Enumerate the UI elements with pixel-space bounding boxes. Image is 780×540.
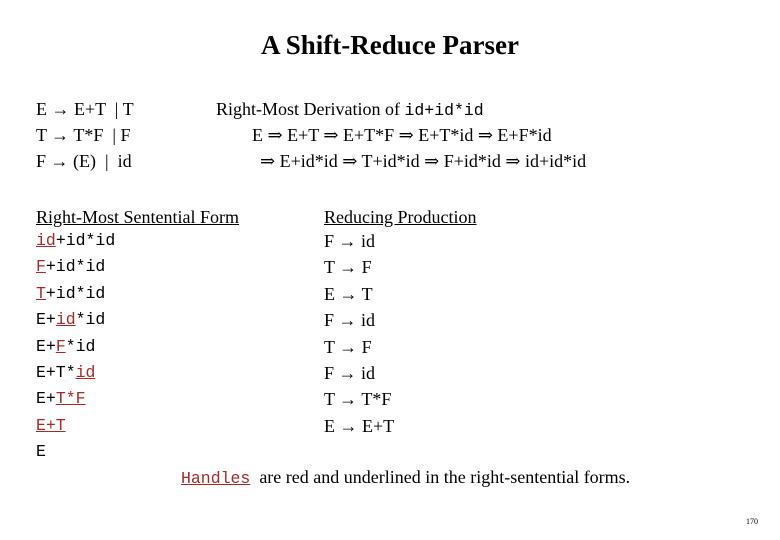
form-text: E+ (36, 389, 56, 409)
reducing-production: E → T (324, 283, 373, 304)
col1-header: Right-Most Sentential Form (36, 207, 240, 227)
handle: F (55, 336, 66, 356)
sentential-form-row (36, 334, 115, 360)
form-text: E (36, 442, 46, 462)
handles-note (181, 467, 630, 488)
grammar-rule-t: T → T*F | F (36, 125, 131, 145)
handles-note-text: are red and underlined in the right-sentential forms. (250, 467, 631, 487)
reducing-production: T → F (324, 257, 372, 278)
handle: F (36, 257, 46, 277)
handle: id (36, 231, 56, 250)
reducing-production: E → E+T (324, 415, 395, 436)
derivation-input: id+id*id (404, 101, 484, 120)
sentential-form-row (36, 307, 115, 333)
reducing-production (324, 439, 394, 465)
col2-header: Reducing Production (324, 207, 477, 227)
sentential-form-row (36, 439, 115, 465)
grammar-rule-e: E → E+T | T (36, 99, 134, 119)
derivation-label: Right-Most Derivation of (216, 99, 405, 119)
form-text: E+ (36, 336, 56, 356)
handle: E+T (36, 415, 66, 435)
reducing-production: T → T*F (324, 389, 392, 410)
sentential-forms-list (36, 228, 115, 466)
handle: id (75, 362, 96, 382)
reducing-production: F → id (324, 231, 376, 251)
handle: T*F (55, 389, 86, 409)
slide-title: A Shift-Reduce Parser (261, 30, 519, 60)
derivation-line-1: E ⇒ E+T ⇒ E+T*F ⇒ E+T*id ⇒ E+F*id (252, 125, 552, 145)
sentential-form-row (36, 413, 115, 439)
sentential-form-row (36, 254, 115, 280)
sentential-form-row (36, 281, 115, 307)
sentential-form-row (36, 360, 115, 386)
form-text: +id*id (45, 283, 106, 303)
handle: id (55, 310, 76, 330)
sentential-form-row (36, 228, 115, 254)
form-text: E+ (36, 310, 56, 330)
form-text: *id (65, 336, 96, 356)
form-text: *id (75, 310, 106, 330)
derivation-heading (216, 96, 484, 124)
grammar-rule-f: F → (E) | id (36, 151, 132, 171)
sentential-form-row (36, 386, 115, 412)
handle: T (36, 283, 46, 303)
handles-word: Handles (181, 469, 251, 488)
productions-list (324, 228, 394, 466)
reducing-production: T → F (324, 336, 372, 357)
derivation-line-2: ⇒ E+id*id ⇒ T+id*id ⇒ F+id*id ⇒ id+id*id (260, 151, 587, 171)
reducing-production: F → id (324, 310, 376, 331)
page-number: 170 (746, 517, 758, 526)
form-text: +id*id (55, 231, 116, 250)
reducing-production: F → id (324, 362, 376, 383)
form-text: E+T* (36, 362, 76, 382)
form-text: +id*id (45, 257, 106, 277)
